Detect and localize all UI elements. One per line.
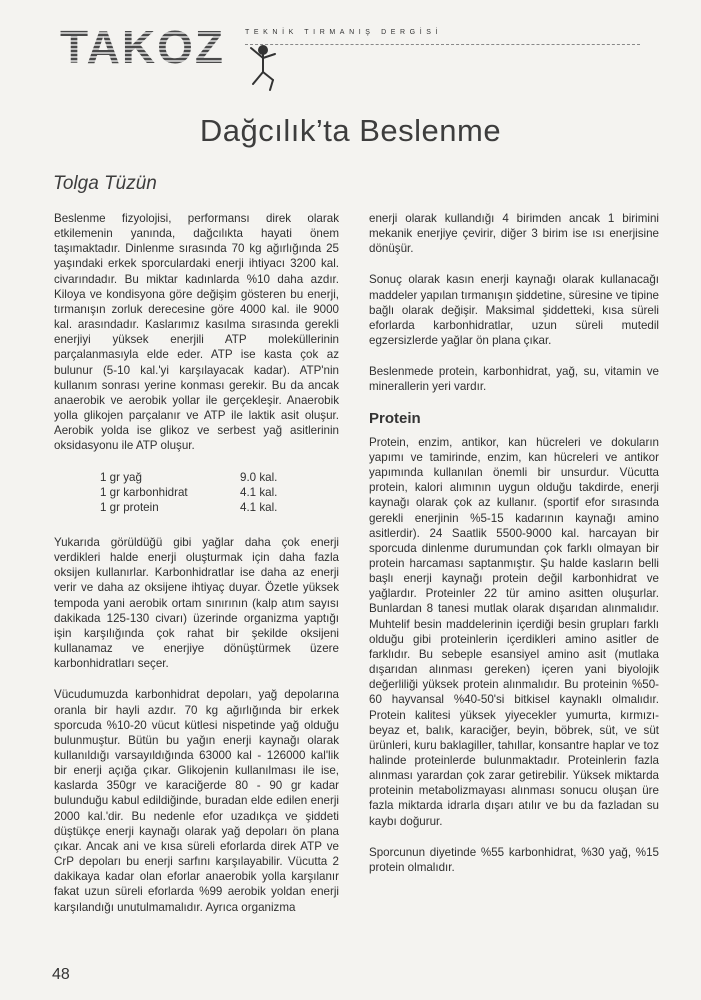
tagline-rule <box>245 44 640 45</box>
nutrient-value: 4.1 kal. <box>240 485 278 499</box>
section-heading-protein: Protein <box>369 409 421 427</box>
body-paragraph: Protein, enzim, antikor, kan hücreleri ve dokuların yapımı ve tamirinde, enzim, kan hücreleri ve antikor yapımında kullanılan önemli bir unsurdur. Vücutta protein, kalori alımının uygun olduğu takdirde, enerji kaynağı olarak çok az kullanır. (sportif efor sırasında gerekli enerjinin %5-15 kadarının kaynağı amino asitlerdir). 24 Saatlik 5500-9000 kal. harcayan bir sporcuda dinlenme durumundan çok farklı olmayan bir protein harcaması saptanmıştır. Şu halde kasların belli başlı enerji kaynağı protein değil karbonhidrat ve yağlardır. Proteinler 22 tür amino asitten oluşurlar. Bunlardan 8 tanesi mutlak olarak dışarıdan alınmalıdır. Muhtelif besin maddelerinin içerdiği besin grupları farklı olduğu gibi proteinlerin içerdikleri amino asitler de farklıdır. Bu sebeple esansiyel amino asit (mutlaka dışarıdan alınması gereken) içeren yani biyolojik değerliliği yüksek protein alınmalıdır. Bu proteinin %50-60 hayvansal %40-50'si bitkisel kaynaklı olmalıdır. Protein kalitesi yüksek yiyecekler yumurta, kırmızı-beyaz et, balık, karaciğer, beyin, böbrek, süt, ve süt ürünleri, kuru baklagiller, tahıllar, konsantre haplar ve toz halinde proteinlerde bulunmaktadır. Proteinlerin fazla alınması yarardan çok zarar getirebilir. Yüksek miktarda proteinin metabolizmayası alınması sonucu oluşan üre fazla miktarda idrarla dışarı atılır ve bu da fazladan su kaybı doğurur. <box>369 435 660 828</box>
page-number: 48 <box>52 966 70 983</box>
nutrient-name: 1 gr yağ <box>100 470 142 484</box>
body-paragraph: Beslenmede protein, karbonhidrat, yağ, su, vitamin ve minerallerin yeri vardır. <box>369 365 659 394</box>
left-column <box>54 211 339 931</box>
magazine-tagline: TEKNİK TIRMANIŞ DERGİSİ <box>245 29 443 36</box>
nutrient-energy-table <box>100 470 339 515</box>
climber-icon <box>243 44 283 92</box>
article-author: Tolga Tüzün <box>53 173 157 194</box>
body-paragraph: Sonuç olarak kasın enerji kaynağı olarak kullanacağı maddeler yapılan tırmanışın şiddetine, süresine ve tipine bağlı olarak değişir. Maksimal şiddetteki, kısa süreli eforlarda karbonhidratlar, uzun süreli mutedil egzersizlerde yağlar ön plana çıkar. <box>369 273 660 348</box>
nutrient-name: 1 gr karbonhidrat <box>100 485 188 499</box>
nutrient-value: 9.0 kal. <box>240 470 278 484</box>
body-paragraph: enerji olarak kullandığı 4 birimden ancak 1 birimini mekanik enerjiye çevirir, diğer 3 birim ise ısı enerjisine dönüşür. <box>369 212 659 256</box>
body-paragraph: Vücudumuzda karbonhidrat depoları, yağ depolarına oranla bir hayli azdır. 70 kg ağırlığında bir erkek sporcuda %10-20 vücut kütlesi nispetinde yağ olduğu bulunmuştur. Bütün bu yağın enerji kaynağı olarak kullanıldığı varsayıldığında 63000 kal - 126000 kal'lik bir enerji açığa çıkar. Glikojenin kullanılması ile ise, kaslarda 350gr ve karaciğerde 80 - 90 gr kadar bulunduğu kabul edildiğinde, buradan elde edilen enerji 2000 kal.'dir. Bu nedenle efor uzadıkça ve şiddeti düştükçe enerji kaynağı olarak yağ depoları ön plana çıkar. Ancak ani ve kısa süreli eforlarda direk ATP ve CrP depoları bu enerji sarfını karşılayabilir. Vücutta 2 dakikaya kadar olan eforlar anaerobik yolla karşılanır fakat uzun süreli eforlarda %99 aerobik yoldan enerji karşılandığı unutulmamalıdır. Ayrıca organizma <box>54 688 339 914</box>
nutrient-value: 4.1 kal. <box>240 500 278 514</box>
nutrient-name: 1 gr protein <box>100 500 159 514</box>
magazine-logo <box>60 20 265 72</box>
masthead <box>60 20 640 90</box>
article-title: Dağcılık’ta Beslenme <box>199 113 502 148</box>
logo-text: TAKOZ <box>60 21 226 73</box>
body-paragraph: Beslenme fizyolojisi, performansı direk olarak etkilemenin yanında, dağcılıkta hayati önem taşımaktadır. Dinlenme sırasında 70 kg ağırlığında 25 yaşındaki erkek sporculardaki enerji ihtiyacı 3200 kal. civarındadır. Bu miktar kadınlarda %10 daha azdır. Kiloya ve kondisyona göre değişim gösteren bu enerji, tırmanışın zorluk derecesine göre 4000 kal. ile 9000 kal. arasındadır. Kaslarımız kasılma sırasında gerekli enerjiyi yüksek enerjili ATP moleküllerinin parçalanmasıyla elde eder. ATP ise kasta çok az bulunur (5-10 kal.'yi karşılayacak kadar). ATP'nin kullanım sonrası yerine konması gerekir. Bu da ancak anaerobik ve aerobik yollar ile gerçekleşir. Anaerobik yolla glikojen parçalanır ve ATP ile laktik asit oluşur. Aerobik yolda ise glikoz ve serbest yağ asitlerinin oksidasyonu ile ATP oluşur. <box>54 212 339 453</box>
body-paragraph: Yukarıda görüldüğü gibi yağlar daha çok enerji verdikleri halde enerji oluşturmak için daha fazla oksijen kullanırlar. Karbonhidratlar ise daha az enerji verir ve daha az oksijene ihtiyaç duyar. Özetle yüksek tempoda yani aerobik ortam sınırının (kalp atım sayısı dakikada 125-130 civarı) üzerinde organizma yaptığı işin karşılığında çok rahat bir şekilde oksijeni kullanamaz ve enerjiye dönüştürmek üzere karbonhidratları seçer. <box>54 535 339 671</box>
right-column <box>369 211 659 891</box>
body-paragraph: Sporcunun diyetinde %55 karbonhidrat, %30 yağ, %15 protein olmalıdır. <box>369 845 659 874</box>
